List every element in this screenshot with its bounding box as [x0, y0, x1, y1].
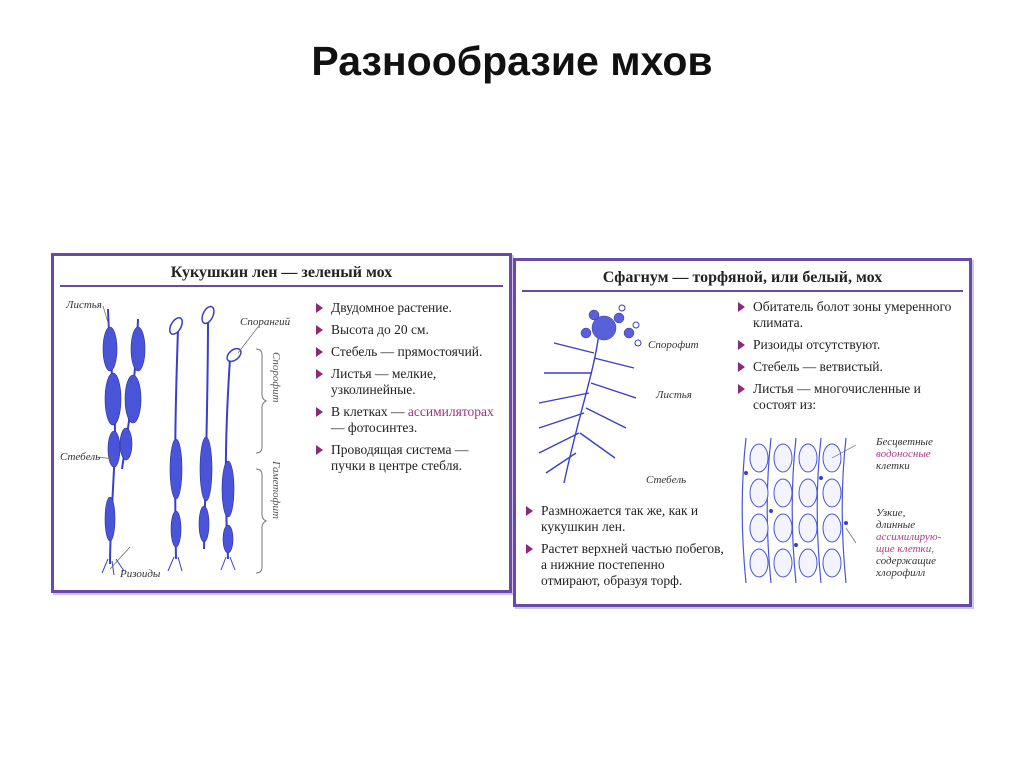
label-sporophyte: Спорофит — [270, 352, 282, 403]
bullet-arrow-icon — [316, 445, 323, 455]
bullet-arrow-icon — [316, 303, 323, 313]
polytrichum-facts — [316, 300, 504, 480]
label-narrow-cells-2: длинные — [876, 519, 916, 531]
fact-item: Обитатель болот зоны умеренного климата. — [738, 299, 963, 331]
bullet-arrow-icon — [316, 407, 323, 417]
fact-item: Листья — многочисленные и состоят из: — [738, 381, 963, 413]
bullet-arrow-icon — [316, 325, 323, 335]
fact-item: Листья — мелкие, узколинейные. — [316, 366, 504, 398]
fact-item: Проводящая система — пучки в центре стебля. — [316, 442, 504, 474]
sphagnum-facts-bottom — [526, 503, 726, 595]
bullet-arrow-icon — [738, 384, 745, 394]
sphagnum-facts-top — [738, 299, 963, 419]
bullet-arrow-icon — [738, 362, 745, 372]
label-narrow-cells-4: щие клетки, — [876, 543, 934, 555]
bullet-arrow-icon — [526, 544, 533, 554]
bullet-arrow-icon — [316, 347, 323, 357]
fact-item: В клетках — ассимиляторах — фотосинтез. — [316, 404, 504, 436]
bullet-arrow-icon — [526, 506, 533, 516]
sphagnum-heading: Сфагнум — торфяной, или белый, мох — [522, 266, 963, 292]
label-colorless-cells-1: Бесцветные — [876, 436, 933, 448]
label-narrow-cells-3: ассимилирую- — [876, 531, 942, 543]
polytrichum-panel — [51, 253, 512, 593]
polytrichum-illustration — [58, 289, 273, 584]
fact-item: Растет верхней частью побегов, а нижние постепенно отмирают, образуя торф. — [526, 541, 726, 589]
bullet-arrow-icon — [738, 340, 745, 350]
bullet-arrow-icon — [316, 369, 323, 379]
label-stem: Стебель — [60, 451, 101, 463]
fact-item: Ризоиды отсутствуют. — [738, 337, 963, 353]
label-colorless-cells-2: водоносные — [876, 448, 931, 460]
label-sphagnum-sporophyte: Спорофит — [648, 339, 699, 351]
label-leaves: Листья — [66, 299, 102, 311]
label-sphagnum-stem: Стебель — [646, 474, 687, 486]
label-gametophyte: Гаметофит — [270, 461, 282, 519]
label-sphagnum-leaves: Листья — [656, 389, 692, 401]
label-rhizoids: Ризоиды — [120, 568, 161, 580]
highlight-term: ассимиляторах — [407, 404, 494, 419]
sphagnum-illustration — [524, 293, 654, 493]
fact-item: Высота до 20 см. — [316, 322, 504, 338]
label-narrow-cells-1: Узкие, — [876, 507, 906, 519]
label-narrow-cells-6: хлорофилл — [876, 567, 926, 579]
fact-item: Стебель — прямостоячий. — [316, 344, 504, 360]
fact-item: Стебель — ветвистый. — [738, 359, 963, 375]
label-sporangium: Спорангий — [240, 316, 291, 328]
bullet-arrow-icon — [738, 302, 745, 312]
sphagnum-panel — [513, 258, 972, 607]
label-narrow-cells-5: содержащие — [876, 555, 937, 567]
polytrichum-heading: Кукушкин лен — зеленый мох — [60, 261, 503, 287]
slide-title: Разнообразие мхов — [311, 38, 713, 84]
label-colorless-cells-3: клетки — [876, 460, 910, 472]
fact-item: Двудомное растение. — [316, 300, 504, 316]
fact-item: Размножается так же, как и кукушкин лен. — [526, 503, 726, 535]
sphagnum-leaf-cells-illustration — [736, 433, 856, 588]
